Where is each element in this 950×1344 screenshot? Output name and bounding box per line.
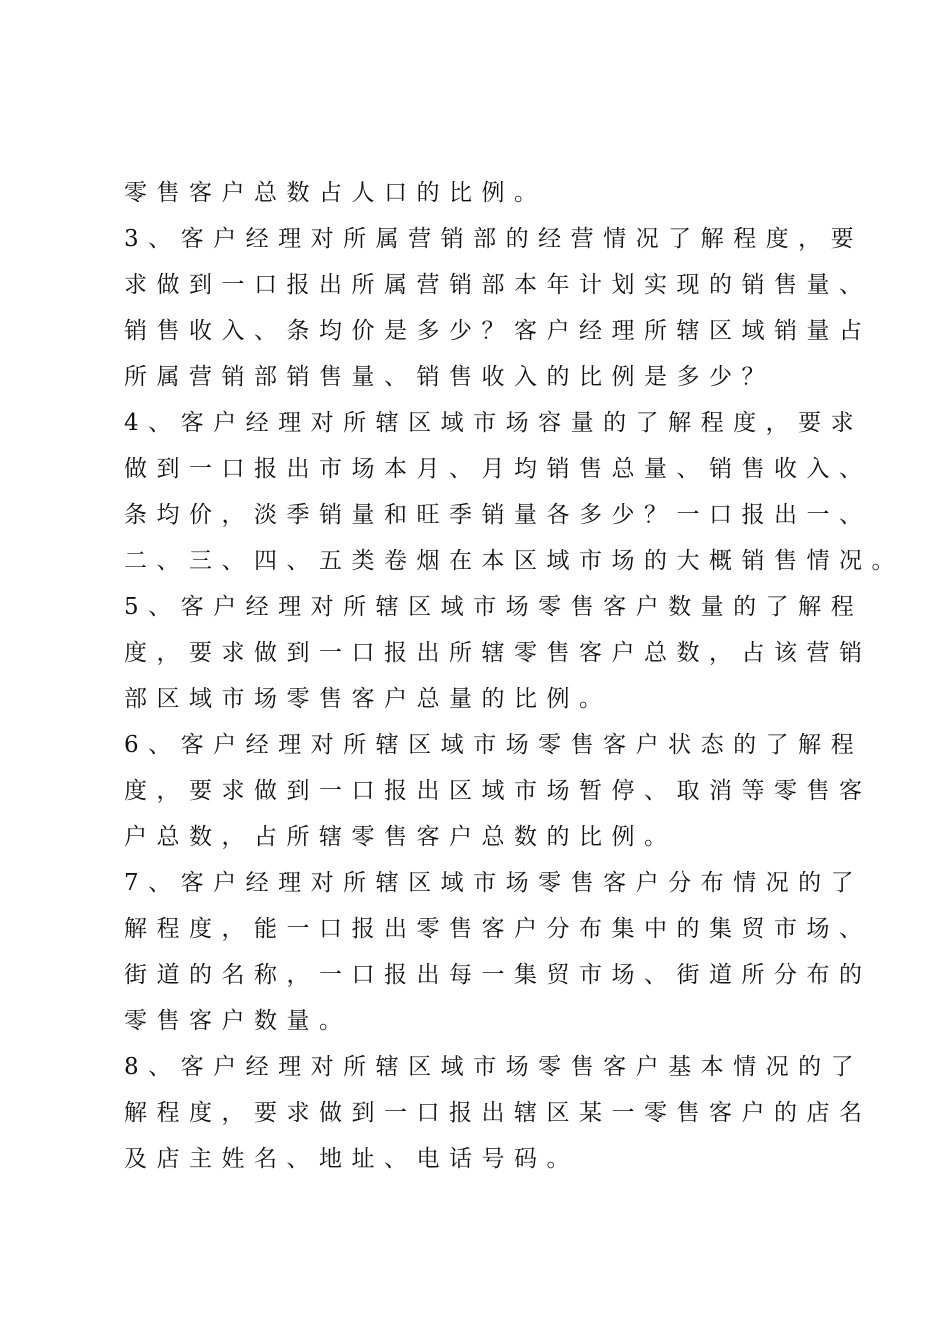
text-line: 度，要求做到一口报出所辖零售客户总数，占该营销 [124, 640, 872, 666]
text-line: 部区域市场零售客户总量的比例。 [124, 686, 612, 712]
text-line: 3、客户经理对所属营销部的经营情况了解程度，要 [124, 226, 864, 252]
text-line: 零售客户总数占人口的比例。 [124, 180, 547, 206]
text-line: 解程度，要求做到一口报出辖区某一零售客户的店名 [124, 1100, 872, 1126]
text-line: 8、客户经理对所辖区域市场零售客户基本情况的了 [124, 1054, 864, 1080]
text-line: 解程度，能一口报出零售客户分布集中的集贸市场、 [124, 916, 872, 942]
text-line: 所属营销部销售量、销售收入的比例是多少？ [124, 364, 774, 390]
text-line: 条均价，淡季销量和旺季销量各多少？一口报出一、 [124, 502, 872, 528]
text-line: 7、客户经理对所辖区域市场零售客户分布情况的了 [124, 870, 864, 896]
text-line: 做到一口报出市场本月、月均销售总量、销售收入、 [124, 456, 872, 482]
text-line: 4、客户经理对所辖区域市场容量的了解程度，要求 [124, 410, 864, 436]
text-line: 及店主姓名、地址、电话号码。 [124, 1146, 579, 1172]
text-line: 二、三、四、五类卷烟在本区域市场的大概销售情况。 [124, 548, 904, 574]
text-line: 街道的名称，一口报出每一集贸市场、街道所分布的 [124, 962, 872, 988]
text-line: 求做到一口报出所属营销部本年计划实现的销售量、 [124, 272, 872, 298]
text-line: 销售收入、条均价是多少？客户经理所辖区域销量占 [124, 318, 872, 344]
text-line: 5、客户经理对所辖区域市场零售客户数量的了解程 [124, 594, 864, 620]
text-line: 户总数，占所辖零售客户总数的比例。 [124, 824, 677, 850]
text-line: 6、客户经理对所辖区域市场零售客户状态的了解程 [124, 732, 864, 758]
document-body [124, 170, 904, 1182]
text-line: 度，要求做到一口报出区域市场暂停、取消等零售客 [124, 778, 872, 804]
text-line: 零售客户数量。 [124, 1008, 352, 1034]
